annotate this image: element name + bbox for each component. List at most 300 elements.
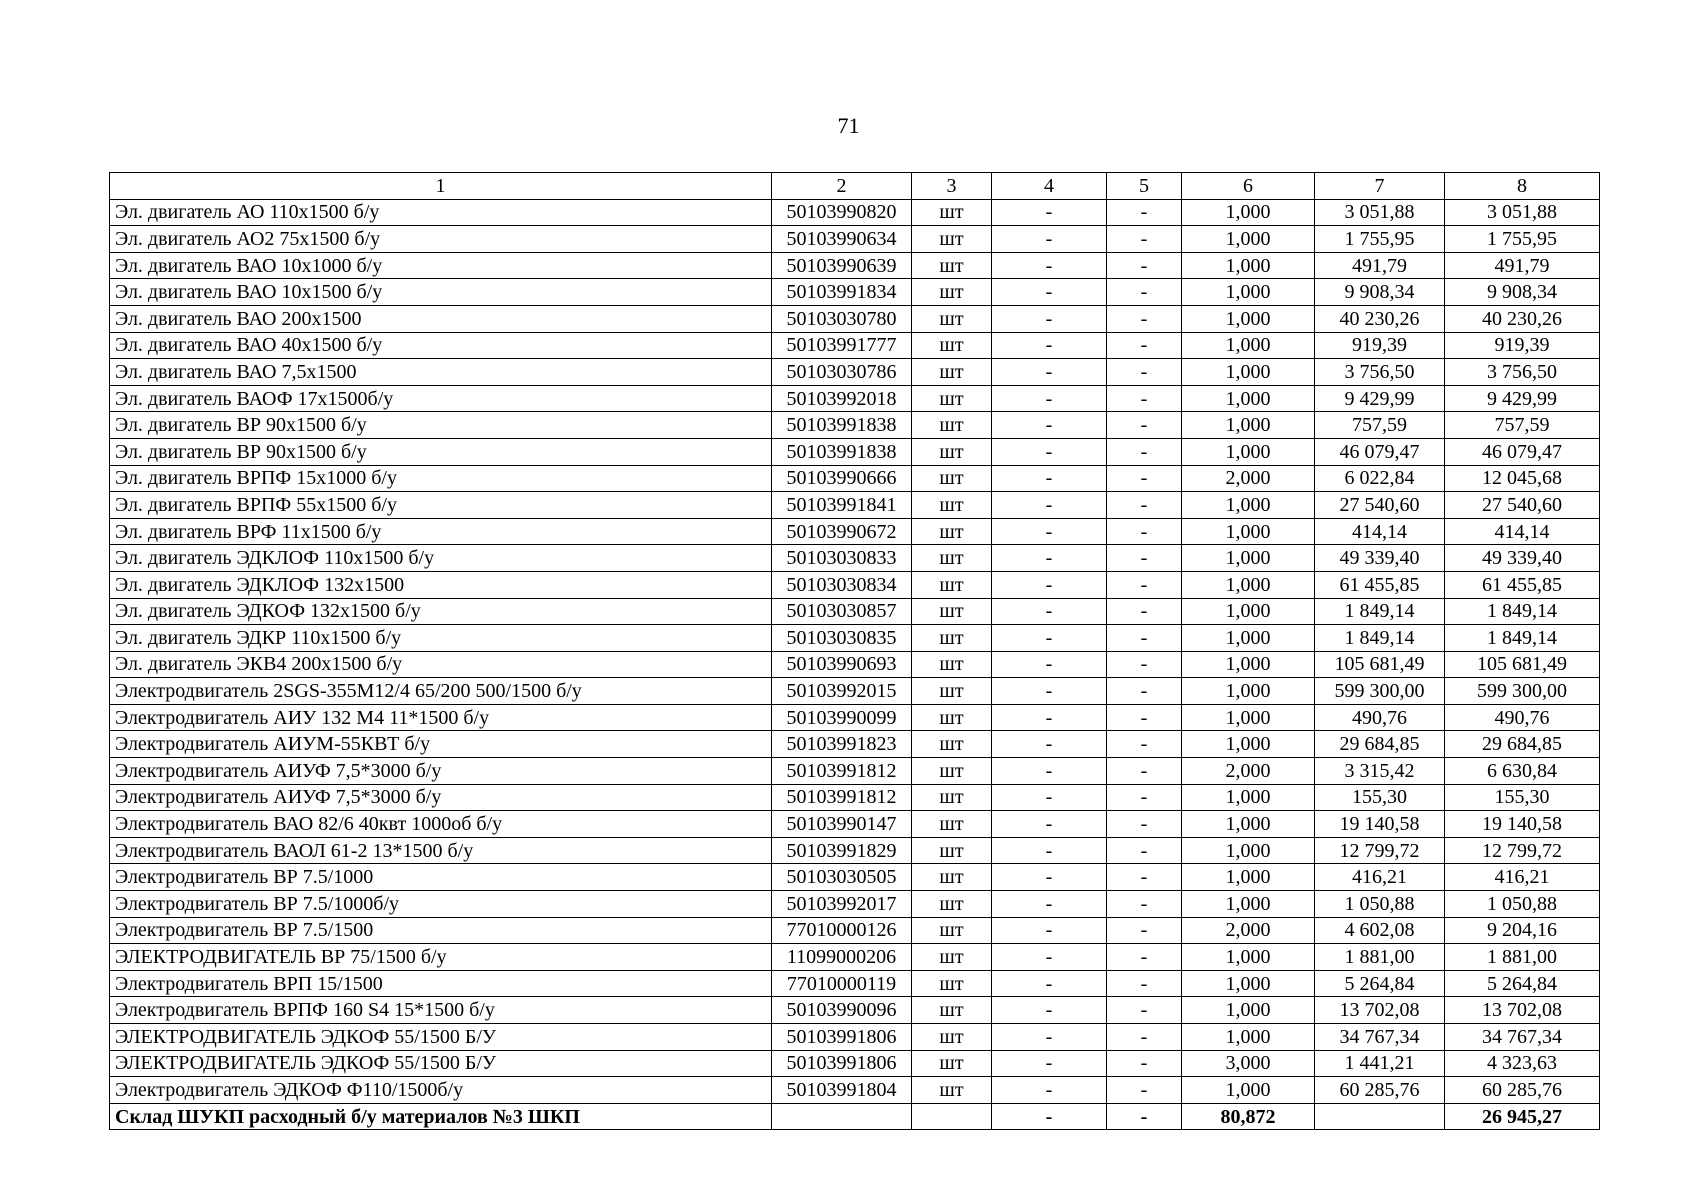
col5-cell: -: [1107, 571, 1182, 598]
item-code-cell: 50103991841: [772, 492, 912, 519]
price-cell: 9 429,99: [1315, 385, 1445, 412]
col5-cell: -: [1107, 1050, 1182, 1077]
unit-cell: шт: [912, 359, 992, 386]
item-code-cell: 50103992015: [772, 678, 912, 705]
item-code-cell: 50103030833: [772, 545, 912, 572]
amount-cell: 5 264,84: [1445, 970, 1600, 997]
item-name-cell: Электродвигатель ВРП 15/1500: [110, 970, 772, 997]
item-code-cell: 50103990672: [772, 518, 912, 545]
table-row: [110, 944, 1600, 971]
quantity-cell: 1,000: [1182, 226, 1315, 253]
col4-cell: -: [992, 758, 1107, 785]
unit-cell: шт: [912, 492, 992, 519]
col4-cell: -: [992, 704, 1107, 731]
col5-cell: -: [1107, 412, 1182, 439]
quantity-cell: 1,000: [1182, 970, 1315, 997]
table-row: [110, 811, 1600, 838]
col5-cell: -: [1107, 545, 1182, 572]
item-code-cell: 50103991806: [772, 1050, 912, 1077]
price-cell: 34 767,34: [1315, 1024, 1445, 1051]
col4-cell: -: [992, 731, 1107, 758]
table-row: [110, 1024, 1600, 1051]
item-name-cell: Электродвигатель 2SGS-355M12/4 65/200 500/1500 б/у: [110, 678, 772, 705]
col4-cell: -: [992, 598, 1107, 625]
page-number: 71: [837, 113, 860, 138]
quantity-cell: 1,000: [1182, 731, 1315, 758]
col4-cell: -: [992, 1024, 1107, 1051]
price-cell: 1 441,21: [1315, 1050, 1445, 1077]
unit-cell: шт: [912, 412, 992, 439]
amount-cell: 105 681,49: [1445, 651, 1600, 678]
col5-cell: -: [1107, 678, 1182, 705]
col5-cell: -: [1107, 758, 1182, 785]
item-code-cell: 50103990147: [772, 811, 912, 838]
item-name-cell: Эл. двигатель ВАОФ 17х1500б/у: [110, 385, 772, 412]
amount-cell: 599 300,00: [1445, 678, 1600, 705]
unit-cell: шт: [912, 944, 992, 971]
amount-cell: 919,39: [1445, 332, 1600, 359]
col4-cell: -: [992, 651, 1107, 678]
item-name-cell: Эл. двигатель ВАО 10х1500 б/у: [110, 279, 772, 306]
item-name-cell: Эл. двигатель ВРПФ 15х1000 б/у: [110, 465, 772, 492]
quantity-cell: 1,000: [1182, 518, 1315, 545]
price-cell: 19 140,58: [1315, 811, 1445, 838]
column-number: 6: [1182, 173, 1315, 200]
quantity-cell: 1,000: [1182, 199, 1315, 226]
col5-cell: -: [1107, 492, 1182, 519]
item-code-cell: 77010000126: [772, 917, 912, 944]
item-name-cell: Эл. двигатель ВАО 10х1000 б/у: [110, 252, 772, 279]
unit-cell: шт: [912, 731, 992, 758]
price-cell: 757,59: [1315, 412, 1445, 439]
item-code-cell: 50103992017: [772, 891, 912, 918]
unit-cell: шт: [912, 891, 992, 918]
quantity-cell: 1,000: [1182, 438, 1315, 465]
table-row: [110, 917, 1600, 944]
table-row: [110, 545, 1600, 572]
quantity-cell: 2,000: [1182, 917, 1315, 944]
quantity-cell: 1,000: [1182, 864, 1315, 891]
price-cell: 3 315,42: [1315, 758, 1445, 785]
item-name-cell: Электродвигатель АИУФ 7,5*3000 б/у: [110, 784, 772, 811]
quantity-cell: 1,000: [1182, 332, 1315, 359]
item-name-cell: ЭЛЕКТРОДВИГАТЕЛЬ ЭДКОФ 55/1500 Б/У: [110, 1050, 772, 1077]
quantity-cell: 1,000: [1182, 704, 1315, 731]
amount-cell: 34 767,34: [1445, 1024, 1600, 1051]
col4-cell: -: [992, 970, 1107, 997]
unit-cell: шт: [912, 279, 992, 306]
col4-cell: -: [992, 917, 1107, 944]
price-cell: 105 681,49: [1315, 651, 1445, 678]
amount-cell: 414,14: [1445, 518, 1600, 545]
column-number: 3: [912, 173, 992, 200]
quantity-cell: 1,000: [1182, 492, 1315, 519]
inventory-table: [109, 172, 1600, 1130]
col5-cell: -: [1107, 997, 1182, 1024]
table-row: [110, 651, 1600, 678]
unit-cell: шт: [912, 252, 992, 279]
amount-cell: 490,76: [1445, 704, 1600, 731]
item-code-cell: 50103990099: [772, 704, 912, 731]
col4-cell: -: [992, 492, 1107, 519]
quantity-cell: 1,000: [1182, 651, 1315, 678]
col5-cell: -: [1107, 1077, 1182, 1104]
item-code-cell: 50103991804: [772, 1077, 912, 1104]
price-cell: 599 300,00: [1315, 678, 1445, 705]
table-row: [110, 571, 1600, 598]
quantity-cell: 1,000: [1182, 997, 1315, 1024]
col4-cell: -: [992, 385, 1107, 412]
col5-cell: -: [1107, 784, 1182, 811]
quantity-cell: 1,000: [1182, 412, 1315, 439]
price-cell: 9 908,34: [1315, 279, 1445, 306]
amount-cell: 40 230,26: [1445, 305, 1600, 332]
col4-cell: -: [992, 571, 1107, 598]
quantity-cell: 1,000: [1182, 252, 1315, 279]
price-cell: 60 285,76: [1315, 1077, 1445, 1104]
col4-cell: -: [992, 279, 1107, 306]
item-code-cell: 50103990639: [772, 252, 912, 279]
col4-cell: -: [992, 1103, 1107, 1130]
unit-cell: шт: [912, 704, 992, 731]
amount-cell: 12 799,72: [1445, 837, 1600, 864]
amount-cell: 13 702,08: [1445, 997, 1600, 1024]
col4-cell: -: [992, 891, 1107, 918]
amount-cell: 12 045,68: [1445, 465, 1600, 492]
col4-cell: -: [992, 412, 1107, 439]
item-code-cell: 50103991812: [772, 784, 912, 811]
col4-cell: -: [992, 1050, 1107, 1077]
unit-cell: шт: [912, 385, 992, 412]
table-row: [110, 465, 1600, 492]
quantity-cell: 80,872: [1182, 1103, 1315, 1130]
unit-cell: шт: [912, 784, 992, 811]
table-row: [110, 332, 1600, 359]
quantity-cell: 1,000: [1182, 279, 1315, 306]
price-cell: 29 684,85: [1315, 731, 1445, 758]
item-code-cell: 50103991806: [772, 1024, 912, 1051]
item-code-cell: 50103992018: [772, 385, 912, 412]
price-cell: 414,14: [1315, 518, 1445, 545]
col4-cell: -: [992, 252, 1107, 279]
quantity-cell: 1,000: [1182, 784, 1315, 811]
item-name-cell: ЭЛЕКТРОДВИГАТЕЛЬ ВР 75/1500 б/у: [110, 944, 772, 971]
unit-cell: шт: [912, 571, 992, 598]
amount-cell: 1 849,14: [1445, 598, 1600, 625]
item-name-cell: Электродвигатель ВРПФ 160 S4 15*1500 б/у: [110, 997, 772, 1024]
item-code-cell: 50103991829: [772, 837, 912, 864]
item-name-cell: Эл. двигатель ВАО 40х1500 б/у: [110, 332, 772, 359]
price-cell: 491,79: [1315, 252, 1445, 279]
item-name-cell: ЭЛЕКТРОДВИГАТЕЛЬ ЭДКОФ 55/1500 Б/У: [110, 1024, 772, 1051]
price-cell: 1 755,95: [1315, 226, 1445, 253]
unit-cell: шт: [912, 465, 992, 492]
quantity-cell: 1,000: [1182, 305, 1315, 332]
price-cell: 1 849,14: [1315, 625, 1445, 652]
price-cell: 155,30: [1315, 784, 1445, 811]
col4-cell: -: [992, 438, 1107, 465]
item-name-cell: Электродвигатель АИУ 132 М4 11*1500 б/у: [110, 704, 772, 731]
price-cell: 490,76: [1315, 704, 1445, 731]
table-row: [110, 864, 1600, 891]
price-cell: 416,21: [1315, 864, 1445, 891]
amount-cell: 9 429,99: [1445, 385, 1600, 412]
item-code-cell: 50103030505: [772, 864, 912, 891]
item-code-cell: 50103030780: [772, 305, 912, 332]
item-name-cell: Эл. двигатель ВАО 7,5х1500: [110, 359, 772, 386]
table-row: [110, 199, 1600, 226]
table-row: [110, 412, 1600, 439]
amount-cell: 1 050,88: [1445, 891, 1600, 918]
table-row: [110, 1050, 1600, 1077]
item-code-cell: 50103991834: [772, 279, 912, 306]
amount-cell: 1 755,95: [1445, 226, 1600, 253]
price-cell: 12 799,72: [1315, 837, 1445, 864]
price-cell: 13 702,08: [1315, 997, 1445, 1024]
item-code-cell: 50103991777: [772, 332, 912, 359]
item-name-cell: Эл. двигатель ВРПФ 55х1500 б/у: [110, 492, 772, 519]
table-row: [110, 625, 1600, 652]
item-code-cell: 50103030835: [772, 625, 912, 652]
amount-cell: 6 630,84: [1445, 758, 1600, 785]
amount-cell: 61 455,85: [1445, 571, 1600, 598]
col4-cell: -: [992, 944, 1107, 971]
item-name-cell: Электродвигатель ВР 7.5/1500: [110, 917, 772, 944]
table-row: [110, 758, 1600, 785]
table-row: [110, 359, 1600, 386]
col4-cell: -: [992, 226, 1107, 253]
col5-cell: -: [1107, 598, 1182, 625]
quantity-cell: 1,000: [1182, 1024, 1315, 1051]
item-name-cell: Электродвигатель АИУМ-55КВТ б/у: [110, 731, 772, 758]
price-cell: 5 264,84: [1315, 970, 1445, 997]
column-number: 1: [110, 173, 772, 200]
col5-cell: -: [1107, 864, 1182, 891]
col5-cell: -: [1107, 731, 1182, 758]
quantity-cell: 2,000: [1182, 465, 1315, 492]
item-code-cell: [772, 1103, 912, 1130]
col5-cell: -: [1107, 279, 1182, 306]
item-name-cell: Электродвигатель ВР 7.5/1000: [110, 864, 772, 891]
item-code-cell: 11099000206: [772, 944, 912, 971]
col4-cell: -: [992, 837, 1107, 864]
unit-cell: шт: [912, 970, 992, 997]
item-name-cell: Электродвигатель ВР 7.5/1000б/у: [110, 891, 772, 918]
col4-cell: -: [992, 332, 1107, 359]
price-cell: 6 022,84: [1315, 465, 1445, 492]
item-name-cell: Эл. двигатель ЭДКЛОФ 110х1500 б/у: [110, 545, 772, 572]
quantity-cell: 1,000: [1182, 625, 1315, 652]
amount-cell: 155,30: [1445, 784, 1600, 811]
col5-cell: -: [1107, 917, 1182, 944]
quantity-cell: 1,000: [1182, 891, 1315, 918]
amount-cell: 1 849,14: [1445, 625, 1600, 652]
item-name-cell: Эл. двигатель ЭДКОФ 132х1500 б/у: [110, 598, 772, 625]
quantity-cell: 1,000: [1182, 944, 1315, 971]
item-name-cell: Склад ШУКП расходный б/у материалов №3 ШКП: [110, 1103, 772, 1130]
table-row: [110, 997, 1600, 1024]
item-code-cell: 50103991838: [772, 438, 912, 465]
quantity-cell: 1,000: [1182, 837, 1315, 864]
table-row: [110, 252, 1600, 279]
unit-cell: шт: [912, 199, 992, 226]
col4-cell: -: [992, 359, 1107, 386]
table-row: [110, 305, 1600, 332]
quantity-cell: 1,000: [1182, 385, 1315, 412]
item-name-cell: Эл. двигатель ВРФ 11х1500 б/у: [110, 518, 772, 545]
table-row: [110, 704, 1600, 731]
item-code-cell: 50103030834: [772, 571, 912, 598]
col5-cell: -: [1107, 811, 1182, 838]
amount-cell: 19 140,58: [1445, 811, 1600, 838]
table-row: [110, 1077, 1600, 1104]
col5-cell: -: [1107, 438, 1182, 465]
amount-cell: 60 285,76: [1445, 1077, 1600, 1104]
price-cell: 1 881,00: [1315, 944, 1445, 971]
item-name-cell: Электродвигатель ВАОЛ 61-2 13*1500 б/у: [110, 837, 772, 864]
item-code-cell: 77010000119: [772, 970, 912, 997]
quantity-cell: 1,000: [1182, 598, 1315, 625]
price-cell: 49 339,40: [1315, 545, 1445, 572]
quantity-cell: 1,000: [1182, 571, 1315, 598]
table-row: [110, 518, 1600, 545]
column-number: 5: [1107, 173, 1182, 200]
item-name-cell: Эл. двигатель АО2 75х1500 б/у: [110, 226, 772, 253]
col5-cell: -: [1107, 651, 1182, 678]
col4-cell: -: [992, 518, 1107, 545]
col5-cell: -: [1107, 944, 1182, 971]
table-row: [110, 385, 1600, 412]
unit-cell: шт: [912, 438, 992, 465]
price-cell: 919,39: [1315, 332, 1445, 359]
quantity-cell: 1,000: [1182, 545, 1315, 572]
table-row: [110, 492, 1600, 519]
col4-cell: -: [992, 545, 1107, 572]
item-name-cell: Эл. двигатель ВАО 200х1500: [110, 305, 772, 332]
unit-cell: шт: [912, 226, 992, 253]
col5-cell: -: [1107, 970, 1182, 997]
amount-cell: 3 051,88: [1445, 199, 1600, 226]
unit-cell: шт: [912, 332, 992, 359]
unit-cell: шт: [912, 1050, 992, 1077]
col5-cell: -: [1107, 1103, 1182, 1130]
amount-cell: 757,59: [1445, 412, 1600, 439]
col4-cell: -: [992, 305, 1107, 332]
table-row: [110, 970, 1600, 997]
col4-cell: -: [992, 625, 1107, 652]
price-cell: 1 849,14: [1315, 598, 1445, 625]
item-name-cell: Эл. двигатель ЭДКЛОФ 132х1500: [110, 571, 772, 598]
unit-cell: шт: [912, 758, 992, 785]
column-number: 7: [1315, 173, 1445, 200]
item-name-cell: Эл. двигатель ЭДКР 110х1500 б/у: [110, 625, 772, 652]
item-code-cell: 50103991823: [772, 731, 912, 758]
col5-cell: -: [1107, 226, 1182, 253]
col4-cell: -: [992, 465, 1107, 492]
unit-cell: шт: [912, 598, 992, 625]
table-row: [110, 678, 1600, 705]
unit-cell: шт: [912, 545, 992, 572]
col4-cell: -: [992, 811, 1107, 838]
unit-cell: шт: [912, 1077, 992, 1104]
table-row: [110, 598, 1600, 625]
item-code-cell: 50103990693: [772, 651, 912, 678]
col5-cell: -: [1107, 518, 1182, 545]
quantity-cell: 3,000: [1182, 1050, 1315, 1077]
quantity-cell: 1,000: [1182, 678, 1315, 705]
unit-cell: шт: [912, 625, 992, 652]
amount-cell: 29 684,85: [1445, 731, 1600, 758]
amount-cell: 9 908,34: [1445, 279, 1600, 306]
item-name-cell: Эл. двигатель ЭКВ4 200х1500 б/у: [110, 651, 772, 678]
item-name-cell: Эл. двигатель АО 110х1500 б/у: [110, 199, 772, 226]
price-cell: 4 602,08: [1315, 917, 1445, 944]
col5-cell: -: [1107, 465, 1182, 492]
item-code-cell: 50103990820: [772, 199, 912, 226]
item-name-cell: Электродвигатель ВАО 82/6 40квт 1000об б/у: [110, 811, 772, 838]
column-number: 4: [992, 173, 1107, 200]
table-row: [110, 438, 1600, 465]
amount-cell: 27 540,60: [1445, 492, 1600, 519]
item-code-cell: 50103990666: [772, 465, 912, 492]
item-code-cell: 50103990634: [772, 226, 912, 253]
table-row: [110, 784, 1600, 811]
amount-cell: 1 881,00: [1445, 944, 1600, 971]
column-number-row: [110, 173, 1600, 200]
col5-cell: -: [1107, 704, 1182, 731]
col5-cell: -: [1107, 305, 1182, 332]
quantity-cell: 1,000: [1182, 1077, 1315, 1104]
price-cell: 40 230,26: [1315, 305, 1445, 332]
price-cell: 1 050,88: [1315, 891, 1445, 918]
col5-cell: -: [1107, 332, 1182, 359]
col5-cell: -: [1107, 625, 1182, 652]
amount-cell: 4 323,63: [1445, 1050, 1600, 1077]
unit-cell: шт: [912, 997, 992, 1024]
amount-cell: 49 339,40: [1445, 545, 1600, 572]
amount-cell: 416,21: [1445, 864, 1600, 891]
item-name-cell: Электродвигатель ЭДКОФ Ф110/1500б/у: [110, 1077, 772, 1104]
item-code-cell: 50103990096: [772, 997, 912, 1024]
total-row: [110, 1103, 1600, 1130]
unit-cell: шт: [912, 305, 992, 332]
col5-cell: -: [1107, 385, 1182, 412]
unit-cell: шт: [912, 518, 992, 545]
col4-cell: -: [992, 678, 1107, 705]
quantity-cell: 1,000: [1182, 359, 1315, 386]
unit-cell: шт: [912, 864, 992, 891]
column-number: 2: [772, 173, 912, 200]
amount-cell: 9 204,16: [1445, 917, 1600, 944]
price-cell: 3 051,88: [1315, 199, 1445, 226]
col5-cell: -: [1107, 1024, 1182, 1051]
unit-cell: [912, 1103, 992, 1130]
item-name-cell: Эл. двигатель ВР 90х1500 б/у: [110, 438, 772, 465]
item-name-cell: Электродвигатель АИУФ 7,5*3000 б/у: [110, 758, 772, 785]
price-cell: 3 756,50: [1315, 359, 1445, 386]
col4-cell: -: [992, 199, 1107, 226]
col5-cell: -: [1107, 359, 1182, 386]
quantity-cell: 2,000: [1182, 758, 1315, 785]
col4-cell: -: [992, 784, 1107, 811]
table-row: [110, 279, 1600, 306]
unit-cell: шт: [912, 917, 992, 944]
table-row: [110, 891, 1600, 918]
item-name-cell: Эл. двигатель ВР 90х1500 б/у: [110, 412, 772, 439]
col5-cell: -: [1107, 891, 1182, 918]
table-row: [110, 837, 1600, 864]
col5-cell: -: [1107, 837, 1182, 864]
